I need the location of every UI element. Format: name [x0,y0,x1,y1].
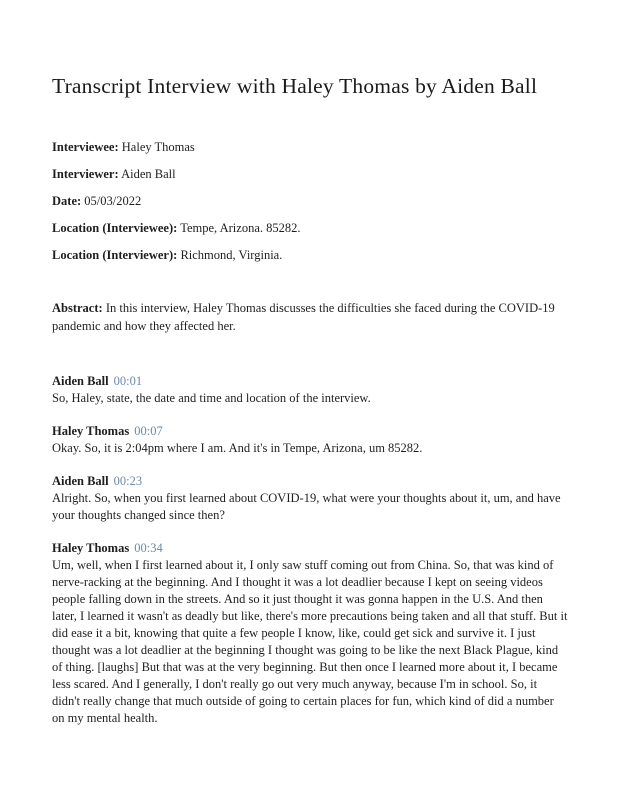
transcript-entry [52,423,568,457]
meta-value: Aiden Ball [121,167,176,181]
abstract-text: In this interview, Haley Thomas discusses the difficulties she faced during the COVID-19 pandemic and how they affected her. [52,301,555,333]
transcript-entry [52,373,568,407]
transcript-entry [52,540,568,727]
meta-interviewer [52,166,568,183]
meta-value: Richmond, Virginia. [180,248,283,262]
meta-location-interviewer [52,247,568,264]
meta-label: Location (Interviewer): [52,248,178,262]
timestamp-link[interactable]: 00:23 [113,474,143,488]
timestamp-link[interactable]: 00:01 [113,374,143,388]
entry-text: Okay. So, it is 2:04pm where I am. And it's in Tempe, Arizona, um 85282. [52,441,423,455]
meta-label: Date: [52,194,82,208]
meta-interviewee [52,139,568,156]
entry-header [52,423,568,440]
transcript-section [52,373,568,727]
timestamp-link[interactable]: 00:34 [134,541,163,555]
entry-text: Um, well, when I first learned about it, I only saw stuff coming out from China. So, that was kind of nerve-racking at the beginning. And I thought it was a lot deadlier because I kept on seeing videos people falling down in the streets. And so it just thought it was gonna happen in the U.S. And then later, I learned it wasn't as deadly but like, there's more precautions being taken and all that stuff. But it did ease it a bit, knowing that quite a few people I know, like, could get sick and survive it. I just thought was a lot deadlier at the beginning I thought was going to be like the next Black Plague, kind of thing. [laughs] But that was at the very beginning. But then once I learned more about it, I became less scared. And I generally, I don't really go out very much anyway, because I'm in school. So, it didn't really change that much outside of going to certain places for fun, which kind of did a number on my mental health. [52,558,568,725]
metadata-block [52,139,568,264]
speaker-name: Haley Thomas [52,424,130,438]
transcript-entry [52,473,568,524]
meta-label: Location (Interviewee): [52,221,178,235]
speaker-name: Aiden Ball [52,474,109,488]
entry-header [52,540,568,557]
meta-location-interviewee [52,220,568,237]
meta-value: 05/03/2022 [84,194,142,208]
meta-value: Haley Thomas [121,140,195,154]
page-title: Transcript Interview with Haley Thomas by Aiden Ball [52,74,538,98]
entry-header [52,473,568,490]
meta-date [52,193,568,210]
meta-value: Tempe, Arizona. 85282. [180,221,301,235]
timestamp-link[interactable]: 00:07 [134,424,163,438]
entry-text: Alright. So, when you first learned about COVID-19, what were your thoughts about it, um, and have your thoughts changed since then? [52,491,561,522]
speaker-name: Aiden Ball [52,374,109,388]
abstract [52,300,568,335]
entry-text: So, Haley, state, the date and time and location of the interview. [52,391,371,405]
abstract-label: Abstract: [52,301,103,315]
entry-header [52,373,568,390]
speaker-name: Haley Thomas [52,541,130,555]
meta-label: Interviewee: [52,140,119,154]
meta-label: Interviewer: [52,167,119,181]
